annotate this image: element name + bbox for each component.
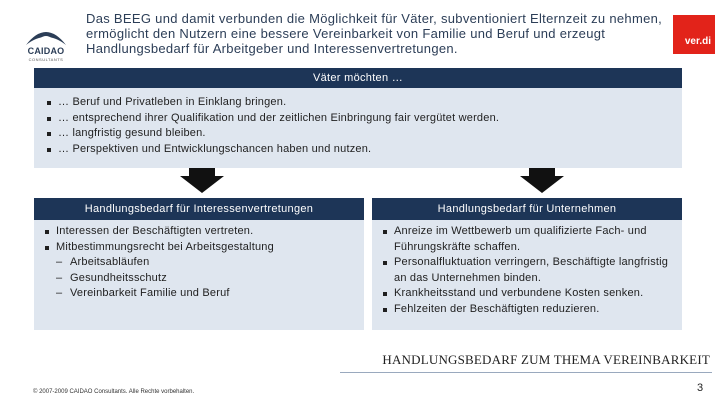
- union-sublist: [42, 255, 356, 302]
- verdi-logo: [673, 15, 715, 54]
- list-item: … langfristig gesund bleiben.: [44, 126, 672, 142]
- arrow-down-icon: [178, 168, 226, 194]
- arrow-down-icon: [518, 168, 566, 194]
- footer-title: HANDLUNGSBEDARF ZUM THEMA VEREINBARKEIT: [382, 352, 710, 367]
- company-list: [380, 224, 674, 317]
- list-item: Anreize im Wettbewerb um qualifizierte Fach- und Führungskräfte schaffen.: [380, 224, 674, 255]
- list-item: Krankheitsstand und verbundene Kosten senken.: [380, 286, 674, 302]
- caidao-logo-text: CAIDAO: [27, 46, 65, 56]
- caidao-logo: [20, 15, 72, 65]
- company-title: Handlungsbedarf für Unternehmen: [437, 203, 617, 215]
- list-item: – Vereinbarkeit Familie und Beruf: [56, 286, 356, 302]
- list-item: Mitbestimmungsrecht bei Arbeitsgestaltung: [42, 240, 356, 256]
- footer-divider: [340, 372, 712, 373]
- fathers-list: [44, 95, 672, 157]
- union-list: [42, 224, 356, 255]
- intro-text: Das BEEG und damit verbunden die Möglichkeit für Väter, subventioniert Elternzeit zu nehmen, ermöglicht den Nutzern eine bessere Vereinbarkeit von Familie und Beruf und erzeugt Handlungsbedarf für Arbeitgeber und Interessenvertretungen.: [86, 11, 663, 56]
- fathers-title: Väter möchten …: [312, 72, 404, 84]
- list-item: Personalfluktuation verringern, Beschäftigte langfristig an das Unternehmen binden.: [380, 255, 674, 286]
- page-number: 3: [697, 382, 704, 394]
- fathers-title-bar: [34, 68, 682, 88]
- company-panel: [372, 220, 682, 330]
- caidao-logo-mark-icon: [20, 15, 72, 47]
- list-item: Interessen der Beschäftigten vertreten.: [42, 224, 356, 240]
- union-title-bar: [34, 198, 364, 220]
- list-item: … entsprechend ihrer Qualifikation und der zeitlichen Einbringung fair vergütet werden.: [44, 111, 672, 127]
- list-item: … Beruf und Privatleben in Einklang bringen.: [44, 95, 672, 111]
- union-panel: [34, 220, 364, 330]
- union-title: Handlungsbedarf für Interessenvertretungen: [84, 203, 314, 215]
- copyright-text: © 2007-2009 CAIDAO Consultants. Alle Rechte vorbehalten.: [33, 389, 195, 395]
- list-item: Fehlzeiten der Beschäftigten reduzieren.: [380, 302, 674, 318]
- list-item: … Perspektiven und Entwicklungschancen haben und nutzen.: [44, 142, 672, 158]
- verdi-logo-text: ver.di: [684, 36, 711, 47]
- caidao-logo-subtext: CONSULTANTS: [28, 57, 64, 62]
- list-item: – Gesundheitsschutz: [56, 271, 356, 287]
- company-title-bar: [372, 198, 682, 220]
- fathers-panel: [34, 88, 682, 168]
- list-item: – Arbeitsabläufen: [56, 255, 356, 271]
